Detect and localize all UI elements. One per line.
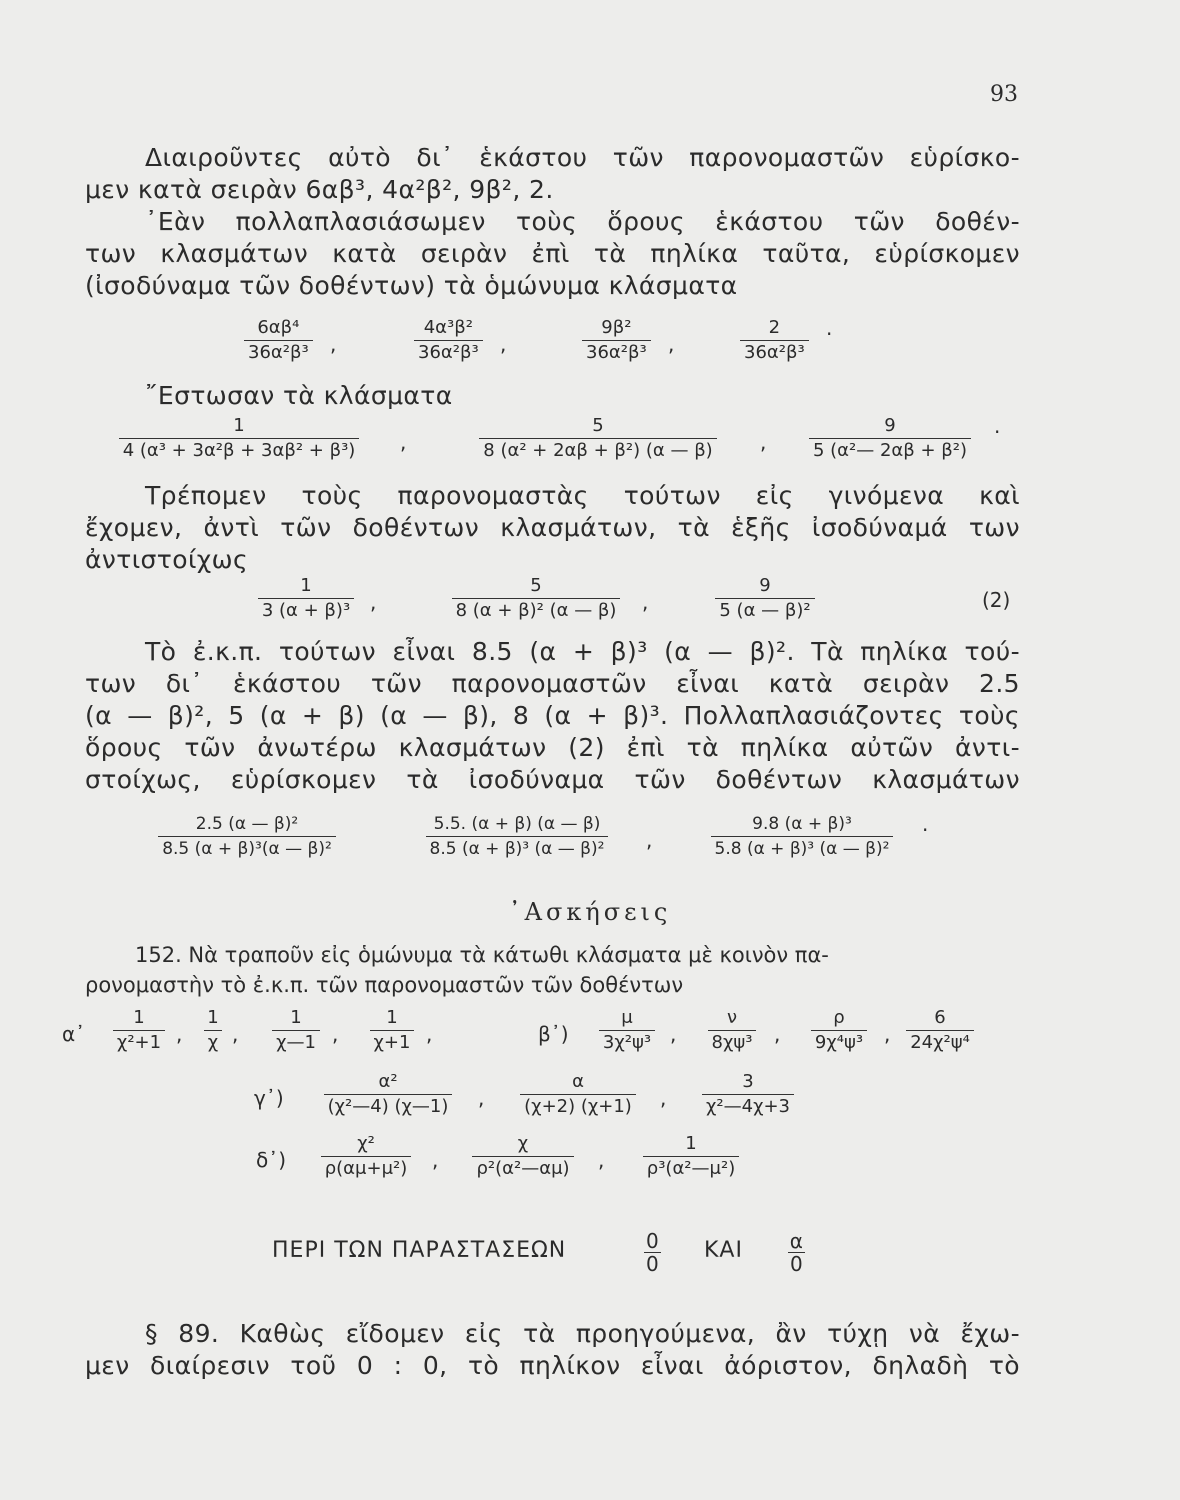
exercise-label: α᾽ (62, 1022, 86, 1046)
fraction: $\frac{3}{\text{χ²—4χ+3}}$ (684, 1072, 812, 1117)
exercise-c-row (0, 1072, 1180, 1132)
text-line: στοίχως, εὑρίσκομεν τὰ ἰσοδύναμα τῶν δοθέντων κλασμάτων (85, 765, 1020, 794)
text-line: μεν διαίρεσιν τοῦ 0 : 0, τὸ πηλίκον εἶναι ἀόριστον, δηλαδὴ τὸ (85, 1351, 1020, 1380)
fraction: $\frac{1}{\chi+1}$ (360, 1008, 424, 1053)
comma: , (646, 828, 653, 852)
text-line: ρονομαστὴν τὸ ἐ.κ.π. τῶν παρονομαστῶν τῶν δοθέντων (85, 973, 684, 997)
comma: , (400, 430, 407, 454)
comma: , (330, 332, 337, 356)
text-line: (α — β)², 5 (α + β) (α — β), 8 (α + β)³. Πολλαπλασιάζοντες τοὺς (85, 701, 1020, 730)
exercise-label: β᾽) (538, 1022, 569, 1046)
text-line: των κλασμάτων κατὰ σειρὰν ἐπὶ τὰ πηλίκα ταῦτα, εὑρίσκομεν (85, 239, 1020, 268)
text-line: των δι᾽ ἑκάστου τῶν παρονομαστῶν εἶναι κατὰ σειρὰν 2.5 (85, 669, 1020, 698)
text-line: (ἰσοδύναμα τῶν δοθέντων) τὰ ὁμώνυμα κλάσματα (85, 271, 738, 300)
comma: , (426, 1022, 433, 1046)
fraction-row-2 (0, 416, 1180, 476)
exercise-a-row (0, 1008, 1180, 1068)
exercise-d-row (0, 1134, 1180, 1194)
section-title-and: ΚΑΙ (704, 1238, 743, 1263)
text-line: μεν κατὰ σειρὰν 6αβ³, 4α²β², 9β², 2. (85, 175, 554, 204)
fraction: $\frac{\text{6αβ⁴}}{\text{36α²β³}}$ (244, 318, 313, 363)
fraction-a-over-zero: $\frac{\alpha}{0}$ (789, 1229, 803, 1276)
fraction: $\frac{9}{\text{5 (α — β)²}}$ (700, 576, 830, 621)
fraction: $\frac{9}{\text{5 (α²— 2αβ + β²)}}$ (788, 416, 992, 461)
comma: , (478, 1086, 485, 1110)
fraction: $\frac{5}{\text{8 (α² + 2αβ + β²) (α — β)}}$ (438, 416, 758, 461)
fraction: $\frac{\rho}{\text{9χ⁴ψ³}}$ (796, 1008, 882, 1053)
comma: , (760, 430, 767, 454)
text-line: § 89. Καθὼς εἴδομεν εἰς τὰ προηγούμενα, ἂν τύχῃ νὰ ἔχω- (145, 1319, 1020, 1348)
paragraph-2 (85, 206, 1020, 302)
comma: , (176, 1022, 183, 1046)
text-line: ἔχομεν, ἀντὶ τῶν δοθέντων κλασμάτων, τὰ ἑξῆς ἰσοδύναμά των (85, 513, 1020, 542)
comma: , (232, 1022, 239, 1046)
paragraph-5 (85, 636, 1020, 796)
comma: , (668, 332, 675, 356)
fraction: $\frac{\text{4α³β²}}{\text{36α²β³}}$ (414, 318, 483, 363)
fraction: $\frac{1}{\text{ρ³(α²—μ²)}}$ (622, 1134, 760, 1179)
fraction-row-3 (0, 576, 1180, 636)
section-title-text: ΠΕΡΙ ΤΩΝ ΠΑΡΑΣΤΑΣΕΩΝ (272, 1238, 567, 1263)
equation-label: (2) (982, 588, 1011, 612)
text-line: Διαιροῦντες αὐτὸ δι᾽ ἑκάστου τῶν παρονομαστῶν εὑρίσκο- (145, 143, 1020, 172)
paragraph-1-end (85, 174, 1020, 206)
text-line: ῎Εστωσαν τὰ κλάσματα (145, 381, 453, 410)
fraction: $\frac{5.5. (\alpha + \beta) (\alpha — \beta)}{\text{8.5 (α + β)³ (α — β)²}}$ (392, 814, 642, 859)
fraction: $\frac{1}{\text{4 (α³ + 3α²β + 3αβ² + β³)}}$ (80, 416, 398, 461)
comma: , (774, 1022, 781, 1046)
page-number: 93 (990, 82, 1018, 107)
text-line: Τρέπομεν τοὺς παρονομαστὰς τούτων εἰς γινόμενα καὶ (145, 481, 1020, 510)
fraction-zero-over-zero: $\frac{0}{0}$ (646, 1229, 659, 1276)
paragraph-3 (85, 380, 1020, 412)
fraction: $\frac{\chi}{\text{ρ²(α²—αμ)}}$ (450, 1134, 596, 1179)
fraction: $\frac{1}{\text{χ²+1}}$ (104, 1008, 174, 1053)
text-line: ὅρους τῶν ἀνωτέρω κλασμάτων (2) ἐπὶ τὰ πηλίκα αὐτῶν ἀντι- (85, 733, 1020, 762)
exercise-152 (85, 940, 1020, 1000)
fraction: $\frac{\text{9.8 (α + β)³}}{\text{5.8 (α + β)³ (α — β)²}}$ (684, 814, 920, 859)
comma: , (332, 1022, 339, 1046)
comma: , (884, 1022, 891, 1046)
paragraph-4 (85, 480, 1020, 576)
period: . (826, 316, 833, 340)
fraction: $\frac{\text{χ²}}{\text{ρ(αμ+μ²)}}$ (302, 1134, 430, 1179)
comma: , (432, 1148, 439, 1172)
fraction: $\frac{2}{\text{36α²β³}}$ (740, 318, 809, 363)
exercise-label: γ᾽) (254, 1086, 284, 1110)
fraction: $\frac{\alpha}{(\chi+2) (\chi+1)}$ (498, 1072, 658, 1117)
text-line: 152. Νὰ τραποῦν εἰς ὁμώνυμα τὰ κάτωθι κλάσματα μὲ κοινὸν πα- (135, 943, 829, 967)
fraction: $\frac{1}{\text{3 (α + β)³}}$ (244, 576, 368, 621)
fraction: $\frac{1}{\chi}$ (198, 1008, 228, 1053)
fraction-row-4 (0, 814, 1180, 874)
fraction: $\frac{\text{9β²}}{\text{36α²β³}}$ (582, 318, 651, 363)
text-line: Τὸ ἐ.κ.π. τούτων εἶναι 8.5 (α + β)³ (α — β)². Τὰ πηλίκα τού- (145, 637, 1020, 666)
exercise-label: δ᾽) (256, 1148, 287, 1172)
exercises-heading: ᾽Ασκήσεις (508, 898, 672, 926)
comma: , (670, 1022, 677, 1046)
fraction: $\frac{\text{2.5 (α — β)²}}{\text{8.5 (α + β)³(α — β)²}}$ (132, 814, 362, 859)
fraction: $\frac{5}{\text{8 (α + β)² (α — β)}}$ (432, 576, 640, 621)
section-title (0, 1230, 1180, 1290)
comma: , (598, 1148, 605, 1172)
fraction-row-1 (0, 318, 1180, 378)
comma: , (500, 332, 507, 356)
fraction: $\frac{\text{α²}}{\text{(χ²—4) (χ—1)}}$ (300, 1072, 476, 1117)
period: . (922, 812, 929, 836)
fraction: $\frac{\nu}{\text{8χψ³}}$ (692, 1008, 772, 1053)
period: . (994, 414, 1001, 438)
comma: , (642, 590, 649, 614)
comma: , (370, 590, 377, 614)
fraction: $\frac{1}{\chi—1}$ (264, 1008, 328, 1053)
paragraph-89 (85, 1318, 1020, 1382)
fraction: $\frac{\mu}{\text{3χ²ψ³}}$ (586, 1008, 668, 1053)
text-line: ᾽Εὰν πολλαπλασιάσωμεν τοὺς ὅρους ἑκάστου τῶν δοθέν- (145, 207, 1020, 236)
paragraph-1 (85, 142, 1020, 174)
comma: , (660, 1086, 667, 1110)
fraction: $\frac{6}{\text{24χ²ψ⁴}}$ (898, 1008, 982, 1053)
text-line: ἀντιστοίχως (85, 545, 249, 574)
